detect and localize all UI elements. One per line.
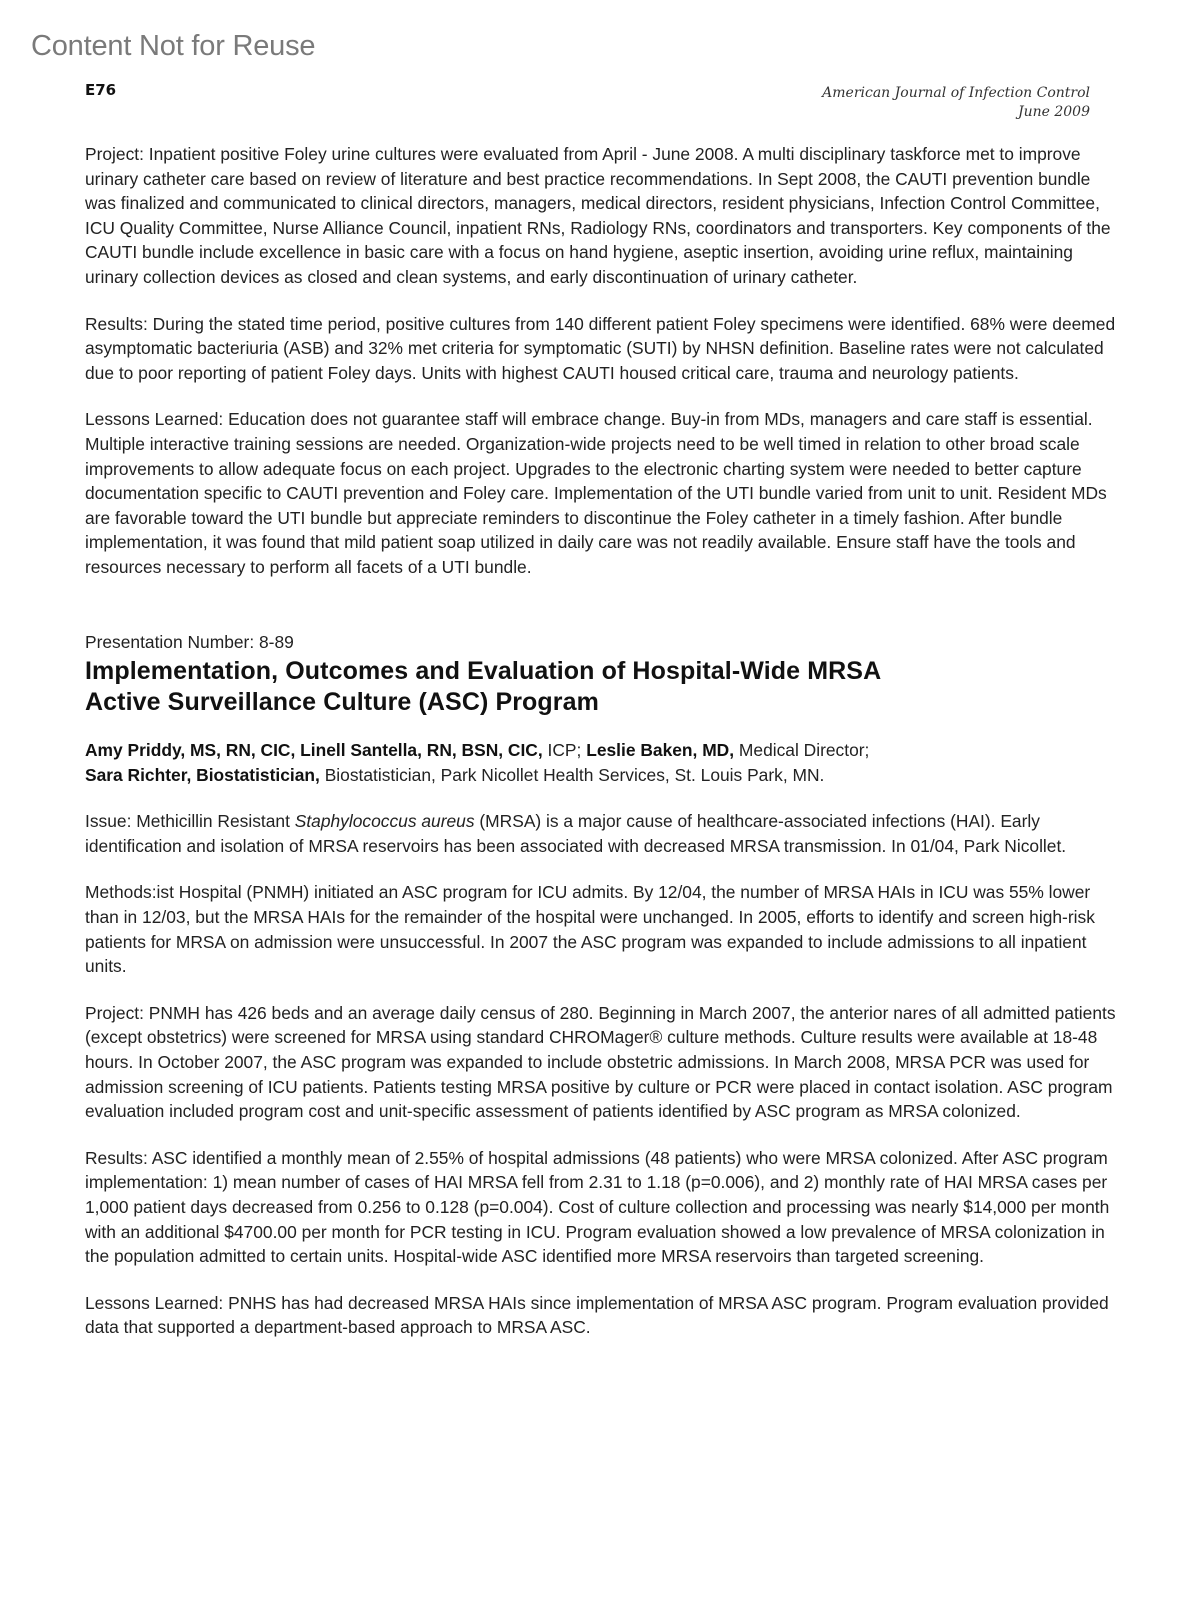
abstract-title [85,656,1120,718]
issue-date: June 2009 [1017,104,1090,120]
issue-paragraph [85,809,1120,858]
prev-results-paragraph: Results: During the stated time period, positive cultures from 140 different patient Foley specimens were identified. 68% were deemed asymptomatic bacteriuria (ASB) and 32% met criteria for symptomatic (SUTI) by NHSN definition. Baseline rates were not calculated due to poor reporting of patient Foley days. Units with highest CAUTI housed critical care, trauma and neurology patients. [85,313,1116,383]
author-role-1: ICP; [542,740,587,761]
prev-project-paragraph: Project: Inpatient positive Foley urine cultures were evaluated from April - June 2008. A multi disciplinary taskforce met to improve urinary catheter care based on review of literature and best practice recommendations. In Sept 2008, the CAUTI prevention bundle was finalized and communicated to clinical directors, managers, medical directors, resident physicians, Infection Control Committee, ICU Quality Committee, Nurse Alliance Council, inpatient RNs, Radiology RNs, coordinators and transporters. Key components of the CAUTI bundle include excellence in basic care with a focus on hand hygiene, aseptic insertion, avoiding urine reflux, maintaining urinary collection devices as closed and clean systems, and early discontinuation of urinary catheter. [85,144,1111,287]
author-affiliation: Biostatistician, Park Nicollet Health Services, St. Louis Park, MN. [319,764,825,785]
prev-lessons-paragraph: Lessons Learned: Education does not guarantee staff will embrace change. Buy-in from MDs, managers and care staff is essential. Multiple interactive training sessions are needed. Organization-wide projects need to be well timed in relation to other broad scale improvements to allow adequate focus on each project. Upgrades to the electronic charting system were needed to better capture documentation specific to CAUTI prevention and Foley care. Implementation of the UTI bundle varied from unit to unit. Resident MDs are favorable toward the UTI bundle but appreciate reminders to discontinue the Foley catheter in a timely fashion. After bundle implementation, it was found that mild patient soap utilized in daily care was not readily available. Ensure staff have the tools and resources necessary to perform all facets of a UTI bundle. [85,409,1107,577]
page-number: E76 [85,81,117,99]
journal-header [822,84,1090,122]
page-content [85,142,1120,1362]
issue-prefix: Issue: Methicillin Resistant [85,811,295,832]
organism-name: Staphylococcus aureus [294,811,475,832]
author-role-2: Medical Director; [734,740,870,761]
issue-suffix: (MRSA) is a major cause of healthcare-associated infections (HAI). Early identification and isolation of MRSA reservoirs has been associated with decreased MRSA transmission. In 01/04, Park Nicollet. [85,811,1067,856]
methods-paragraph: Methods:ist Hospital (PNMH) initiated an ASC program for ICU admits. By 12/04, the number of MRSA HAIs in ICU was 55% lower than in 12/03, but the MRSA HAIs for the remainder of the hospital were unchanged. In 2005, efforts to identify and screen high-risk patients for MRSA on admission were unsuccessful. In 2007 the ASC program was expanded to include admissions to all inpatient units. [85,882,1095,977]
results-paragraph: Results: ASC identified a monthly mean of 2.55% of hospital admissions (48 patients) who were MRSA colonized. After ASC program implementation: 1) mean number of cases of HAI MRSA fell from 2.31 to 1.18 (p=0.006), and 2) monthly rate of HAI MRSA cases per 1,000 patient days decreased from 0.256 to 0.128 (p=0.004). Cost of culture collection and processing was nearly $14,000 per month with an additional $4700.00 per month for PCR testing in ICU. Program evaluation showed a low prevalence of MRSA colonization in the population admitted to certain units. Hospital-wide ASC identified more MRSA reservoirs than targeted screening. [85,1147,1110,1267]
watermark: Content Not for Reuse [31,30,316,62]
author-names-3: Sara Richter, Biostatistician, [85,764,320,785]
project-paragraph: Project: PNMH has 426 beds and an average daily census of 280. Beginning in March 2007, the anterior nares of all admitted patients (except obstetrics) were screened for MRSA using standard CHROMager® culture methods. Culture results were available at 18-48 hours. In October 2007, the ASC program was expanded to include obstetric admissions. In March 2008, MRSA PCR was used for admission screening of ICU patients. Patients testing MRSA positive by culture or PCR were placed in contact isolation. ASC program evaluation included program cost and unit-specific assessment of patients identified by ASC program as MRSA colonized. [85,1002,1116,1122]
presentation-number: Presentation Number: 8-89 [85,631,294,652]
lessons-paragraph: Lessons Learned: PNHS has had decreased MRSA HAIs since implementation of MRSA ASC program. Program evaluation provided data that supported a department-based approach to MRSA ASC. [85,1292,1109,1338]
abstract [85,630,1120,1340]
author-names-2: Leslie Baken, MD, [586,740,735,761]
title-line-2: Active Surveillance Culture (ASC) Program [85,688,599,717]
author-names-1: Amy Priddy, MS, RN, CIC, Linell Santella, RN, BSN, CIC, [85,740,543,761]
authors [85,738,1120,787]
journal-title: American Journal of Infection Control [822,85,1090,101]
previous-abstract-continuation [85,142,1120,580]
title-line-1: Implementation, Outcomes and Evaluation of Hospital-Wide MRSA [85,657,882,686]
